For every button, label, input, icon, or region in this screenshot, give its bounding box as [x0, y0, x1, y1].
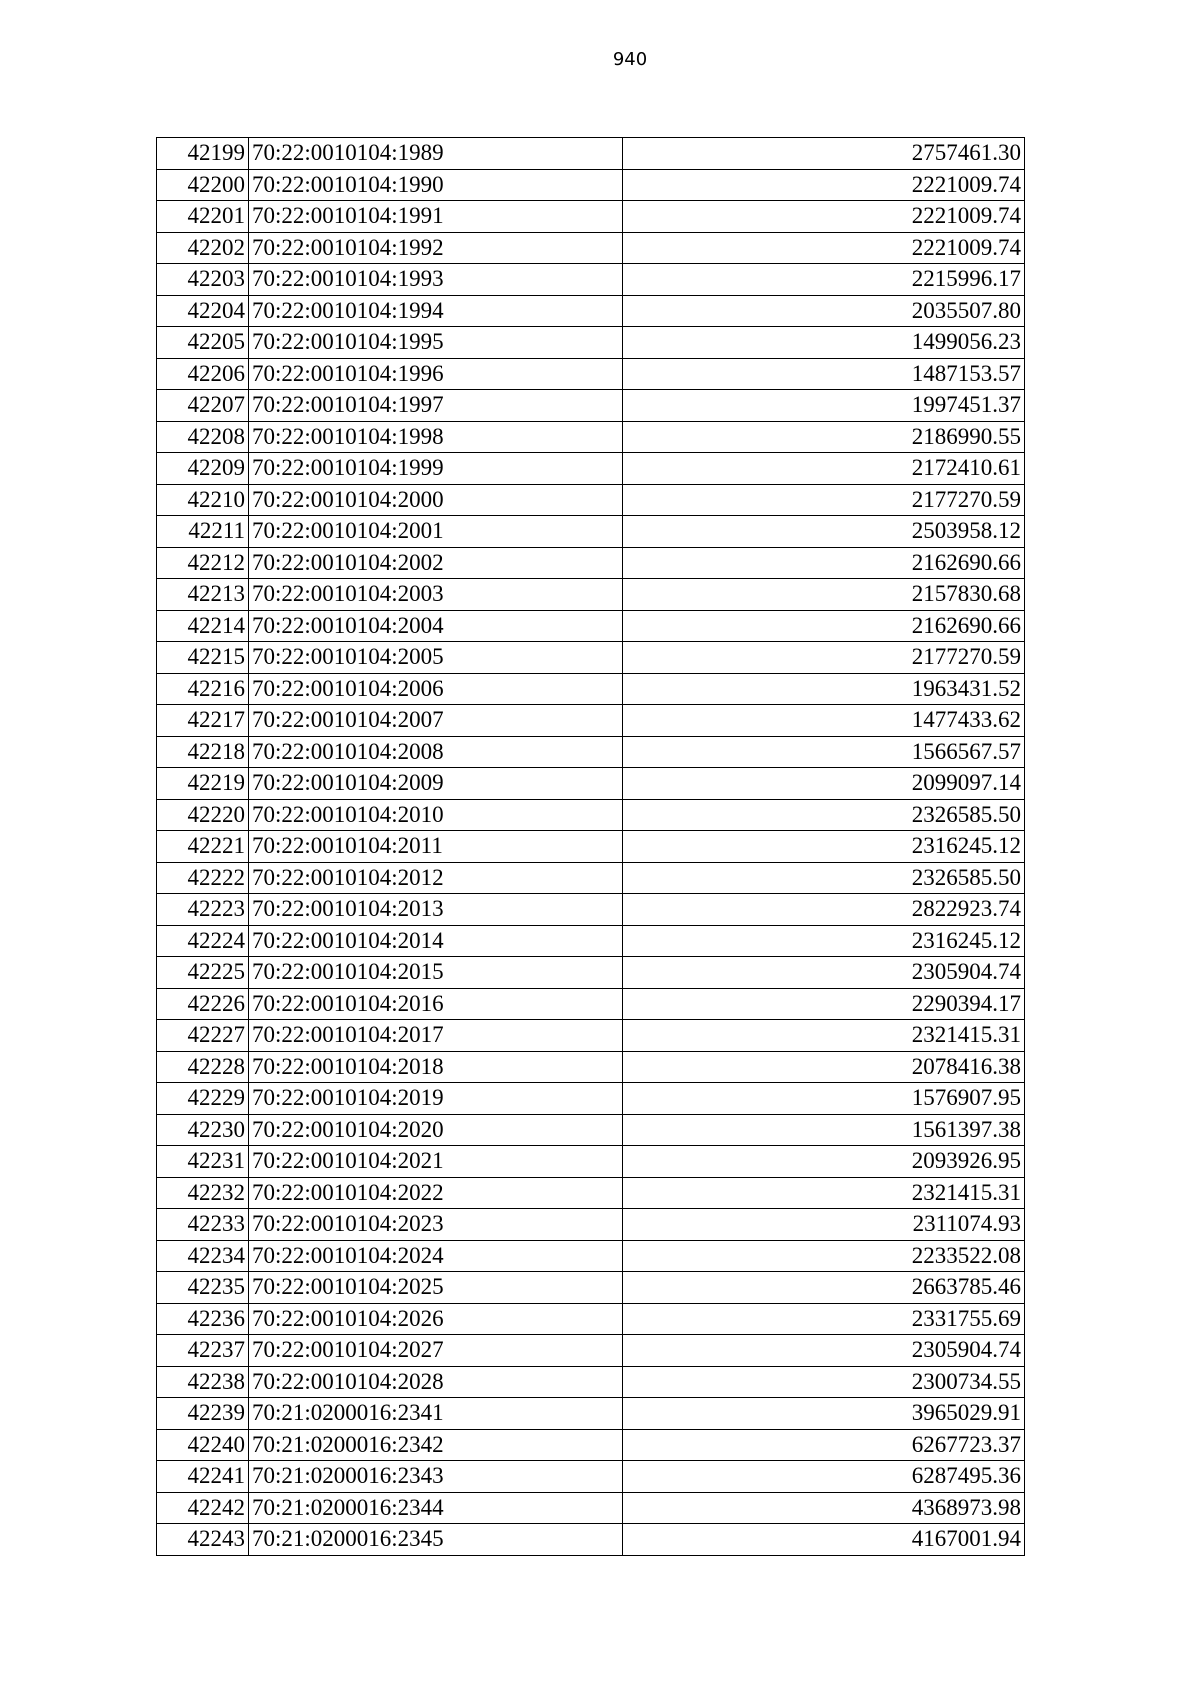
cadastral-number-cell: 70:22:0010104:2016	[249, 988, 623, 1020]
table-row	[157, 1303, 1025, 1335]
table-row	[157, 1051, 1025, 1083]
table-row	[157, 1177, 1025, 1209]
row-number-cell: 42210	[157, 484, 249, 516]
cadastral-number-cell: 70:22:0010104:1992	[249, 232, 623, 264]
table-row	[157, 925, 1025, 957]
row-number-cell: 42201	[157, 201, 249, 233]
cadastral-value-cell: 2316245.12	[623, 925, 1025, 957]
row-number-cell: 42220	[157, 799, 249, 831]
row-number-cell: 42206	[157, 358, 249, 390]
row-number-cell: 42241	[157, 1461, 249, 1493]
row-number-cell: 42234	[157, 1240, 249, 1272]
table-row	[157, 1272, 1025, 1304]
cadastral-value-cell: 2221009.74	[623, 201, 1025, 233]
row-number-cell: 42215	[157, 642, 249, 674]
cadastral-number-cell: 70:22:0010104:2017	[249, 1020, 623, 1052]
row-number-cell: 42229	[157, 1083, 249, 1115]
table-row	[157, 673, 1025, 705]
row-number-cell: 42236	[157, 1303, 249, 1335]
row-number-cell: 42242	[157, 1492, 249, 1524]
table-row	[157, 1020, 1025, 1052]
table-row	[157, 894, 1025, 926]
row-number-cell: 42213	[157, 579, 249, 611]
cadastral-value-cell: 2822923.74	[623, 894, 1025, 926]
cadastral-value-cell: 2311074.93	[623, 1209, 1025, 1241]
row-number-cell: 42243	[157, 1524, 249, 1556]
row-number-cell: 42212	[157, 547, 249, 579]
row-number-cell: 42203	[157, 264, 249, 296]
cadastral-number-cell: 70:22:0010104:2003	[249, 579, 623, 611]
row-number-cell: 42200	[157, 169, 249, 201]
table-row	[157, 232, 1025, 264]
page-number: 940	[612, 49, 648, 70]
table-row	[157, 358, 1025, 390]
row-number-cell: 42199	[157, 138, 249, 170]
cadastral-number-cell: 70:22:0010104:2019	[249, 1083, 623, 1115]
cadastral-number-cell: 70:22:0010104:2022	[249, 1177, 623, 1209]
table-row	[157, 1366, 1025, 1398]
cadastral-value-cell: 4368973.98	[623, 1492, 1025, 1524]
cadastral-value-cell: 2215996.17	[623, 264, 1025, 296]
table-row	[157, 610, 1025, 642]
cadastral-number-cell: 70:22:0010104:2010	[249, 799, 623, 831]
cadastral-value-cell: 4167001.94	[623, 1524, 1025, 1556]
cadastral-value-cell: 2221009.74	[623, 169, 1025, 201]
row-number-cell: 42211	[157, 516, 249, 548]
table-body	[157, 138, 1025, 1556]
table-row	[157, 421, 1025, 453]
row-number-cell: 42225	[157, 957, 249, 989]
cadastral-number-cell: 70:22:0010104:1996	[249, 358, 623, 390]
table-row	[157, 169, 1025, 201]
cadastral-value-cell: 2186990.55	[623, 421, 1025, 453]
table-row	[157, 1492, 1025, 1524]
cadastral-number-cell: 70:21:0200016:2342	[249, 1429, 623, 1461]
cadastral-value-cell: 1963431.52	[623, 673, 1025, 705]
cadastral-value-cell: 2093926.95	[623, 1146, 1025, 1178]
cadastral-number-cell: 70:22:0010104:2025	[249, 1272, 623, 1304]
cadastral-value-cell: 3965029.91	[623, 1398, 1025, 1430]
cadastral-number-cell: 70:22:0010104:2021	[249, 1146, 623, 1178]
row-number-cell: 42238	[157, 1366, 249, 1398]
cadastral-number-cell: 70:21:0200016:2341	[249, 1398, 623, 1430]
cadastral-number-cell: 70:22:0010104:1993	[249, 264, 623, 296]
table-row	[157, 484, 1025, 516]
table-row	[157, 1083, 1025, 1115]
cadastral-number-cell: 70:22:0010104:1991	[249, 201, 623, 233]
table-row	[157, 295, 1025, 327]
cadastral-value-cell: 1576907.95	[623, 1083, 1025, 1115]
cadastral-number-cell: 70:22:0010104:1997	[249, 390, 623, 422]
table-row	[157, 201, 1025, 233]
row-number-cell: 42228	[157, 1051, 249, 1083]
table-row	[157, 453, 1025, 485]
cadastral-value-cell: 2321415.31	[623, 1020, 1025, 1052]
row-number-cell: 42221	[157, 831, 249, 863]
table-row	[157, 516, 1025, 548]
table-row	[157, 831, 1025, 863]
cadastral-number-cell: 70:22:0010104:2007	[249, 705, 623, 737]
row-number-cell: 42224	[157, 925, 249, 957]
cadastral-number-cell: 70:22:0010104:2005	[249, 642, 623, 674]
cadastral-value-cell: 2331755.69	[623, 1303, 1025, 1335]
cadastral-value-cell: 1566567.57	[623, 736, 1025, 768]
table-row	[157, 138, 1025, 170]
table-row	[157, 547, 1025, 579]
table-row	[157, 957, 1025, 989]
cadastral-value-cell: 2078416.38	[623, 1051, 1025, 1083]
table-row	[157, 1524, 1025, 1556]
row-number-cell: 42230	[157, 1114, 249, 1146]
cadastral-number-cell: 70:22:0010104:1990	[249, 169, 623, 201]
cadastral-number-cell: 70:22:0010104:2014	[249, 925, 623, 957]
cadastral-value-table	[156, 137, 1025, 1556]
cadastral-value-cell: 2503958.12	[623, 516, 1025, 548]
cadastral-value-cell: 6287495.36	[623, 1461, 1025, 1493]
cadastral-value-cell: 2305904.74	[623, 1335, 1025, 1367]
table-row	[157, 390, 1025, 422]
row-number-cell: 42216	[157, 673, 249, 705]
row-number-cell: 42231	[157, 1146, 249, 1178]
table-row	[157, 1240, 1025, 1272]
row-number-cell: 42204	[157, 295, 249, 327]
cadastral-value-cell: 1499056.23	[623, 327, 1025, 359]
cadastral-number-cell: 70:22:0010104:2020	[249, 1114, 623, 1146]
cadastral-number-cell: 70:22:0010104:2011	[249, 831, 623, 863]
row-number-cell: 42209	[157, 453, 249, 485]
table-row	[157, 1335, 1025, 1367]
cadastral-value-cell: 2316245.12	[623, 831, 1025, 863]
cadastral-number-cell: 70:22:0010104:2023	[249, 1209, 623, 1241]
row-number-cell: 42219	[157, 768, 249, 800]
row-number-cell: 42205	[157, 327, 249, 359]
cadastral-number-cell: 70:22:0010104:2004	[249, 610, 623, 642]
cadastral-number-cell: 70:22:0010104:1998	[249, 421, 623, 453]
cadastral-number-cell: 70:21:0200016:2344	[249, 1492, 623, 1524]
cadastral-number-cell: 70:22:0010104:2026	[249, 1303, 623, 1335]
cadastral-value-cell: 2177270.59	[623, 642, 1025, 674]
cadastral-value-cell: 1477433.62	[623, 705, 1025, 737]
row-number-cell: 42239	[157, 1398, 249, 1430]
table-row	[157, 1146, 1025, 1178]
table-row	[157, 736, 1025, 768]
table-row	[157, 799, 1025, 831]
row-number-cell: 42214	[157, 610, 249, 642]
cadastral-number-cell: 70:21:0200016:2343	[249, 1461, 623, 1493]
cadastral-value-cell: 2305904.74	[623, 957, 1025, 989]
row-number-cell: 42218	[157, 736, 249, 768]
cadastral-value-cell: 2326585.50	[623, 862, 1025, 894]
cadastral-number-cell: 70:22:0010104:2002	[249, 547, 623, 579]
table-row	[157, 264, 1025, 296]
cadastral-number-cell: 70:22:0010104:1999	[249, 453, 623, 485]
table-row	[157, 705, 1025, 737]
cadastral-number-cell: 70:22:0010104:2006	[249, 673, 623, 705]
row-number-cell: 42223	[157, 894, 249, 926]
row-number-cell: 42235	[157, 1272, 249, 1304]
row-number-cell: 42237	[157, 1335, 249, 1367]
cadastral-number-cell: 70:22:0010104:2024	[249, 1240, 623, 1272]
row-number-cell: 42222	[157, 862, 249, 894]
table-row	[157, 862, 1025, 894]
cadastral-number-cell: 70:22:0010104:1994	[249, 295, 623, 327]
table-row	[157, 579, 1025, 611]
cadastral-value-cell: 2290394.17	[623, 988, 1025, 1020]
row-number-cell: 42240	[157, 1429, 249, 1461]
cadastral-value-cell: 2233522.08	[623, 1240, 1025, 1272]
cadastral-number-cell: 70:22:0010104:2027	[249, 1335, 623, 1367]
cadastral-value-cell: 2663785.46	[623, 1272, 1025, 1304]
table-row	[157, 1429, 1025, 1461]
cadastral-value-cell: 2035507.80	[623, 295, 1025, 327]
cadastral-number-cell: 70:22:0010104:2001	[249, 516, 623, 548]
cadastral-value-cell: 2300734.55	[623, 1366, 1025, 1398]
cadastral-value-cell: 1997451.37	[623, 390, 1025, 422]
row-number-cell: 42233	[157, 1209, 249, 1241]
cadastral-value-cell: 6267723.37	[623, 1429, 1025, 1461]
row-number-cell: 42217	[157, 705, 249, 737]
table-row	[157, 1461, 1025, 1493]
cadastral-number-cell: 70:22:0010104:1989	[249, 138, 623, 170]
table-row	[157, 1209, 1025, 1241]
table-row	[157, 1398, 1025, 1430]
cadastral-number-cell: 70:22:0010104:1995	[249, 327, 623, 359]
cadastral-value-cell: 2321415.31	[623, 1177, 1025, 1209]
cadastral-value-cell: 2221009.74	[623, 232, 1025, 264]
cadastral-value-cell: 1561397.38	[623, 1114, 1025, 1146]
cadastral-value-cell: 2157830.68	[623, 579, 1025, 611]
cadastral-number-cell: 70:22:0010104:2013	[249, 894, 623, 926]
cadastral-number-cell: 70:22:0010104:2018	[249, 1051, 623, 1083]
cadastral-number-cell: 70:22:0010104:2000	[249, 484, 623, 516]
cadastral-number-cell: 70:21:0200016:2345	[249, 1524, 623, 1556]
cadastral-value-cell: 2757461.30	[623, 138, 1025, 170]
row-number-cell: 42232	[157, 1177, 249, 1209]
row-number-cell: 42227	[157, 1020, 249, 1052]
cadastral-value-cell: 2172410.61	[623, 453, 1025, 485]
row-number-cell: 42207	[157, 390, 249, 422]
cadastral-number-cell: 70:22:0010104:2015	[249, 957, 623, 989]
cadastral-value-cell: 2162690.66	[623, 610, 1025, 642]
table-row	[157, 1114, 1025, 1146]
cadastral-number-cell: 70:22:0010104:2028	[249, 1366, 623, 1398]
table-row	[157, 642, 1025, 674]
cadastral-number-cell: 70:22:0010104:2009	[249, 768, 623, 800]
row-number-cell: 42226	[157, 988, 249, 1020]
cadastral-value-cell: 1487153.57	[623, 358, 1025, 390]
table-row	[157, 768, 1025, 800]
cadastral-value-cell: 2177270.59	[623, 484, 1025, 516]
cadastral-number-cell: 70:22:0010104:2008	[249, 736, 623, 768]
row-number-cell: 42202	[157, 232, 249, 264]
cadastral-value-cell: 2326585.50	[623, 799, 1025, 831]
cadastral-number-cell: 70:22:0010104:2012	[249, 862, 623, 894]
cadastral-value-cell: 2099097.14	[623, 768, 1025, 800]
table-row	[157, 327, 1025, 359]
table-row	[157, 988, 1025, 1020]
row-number-cell: 42208	[157, 421, 249, 453]
cadastral-value-cell: 2162690.66	[623, 547, 1025, 579]
